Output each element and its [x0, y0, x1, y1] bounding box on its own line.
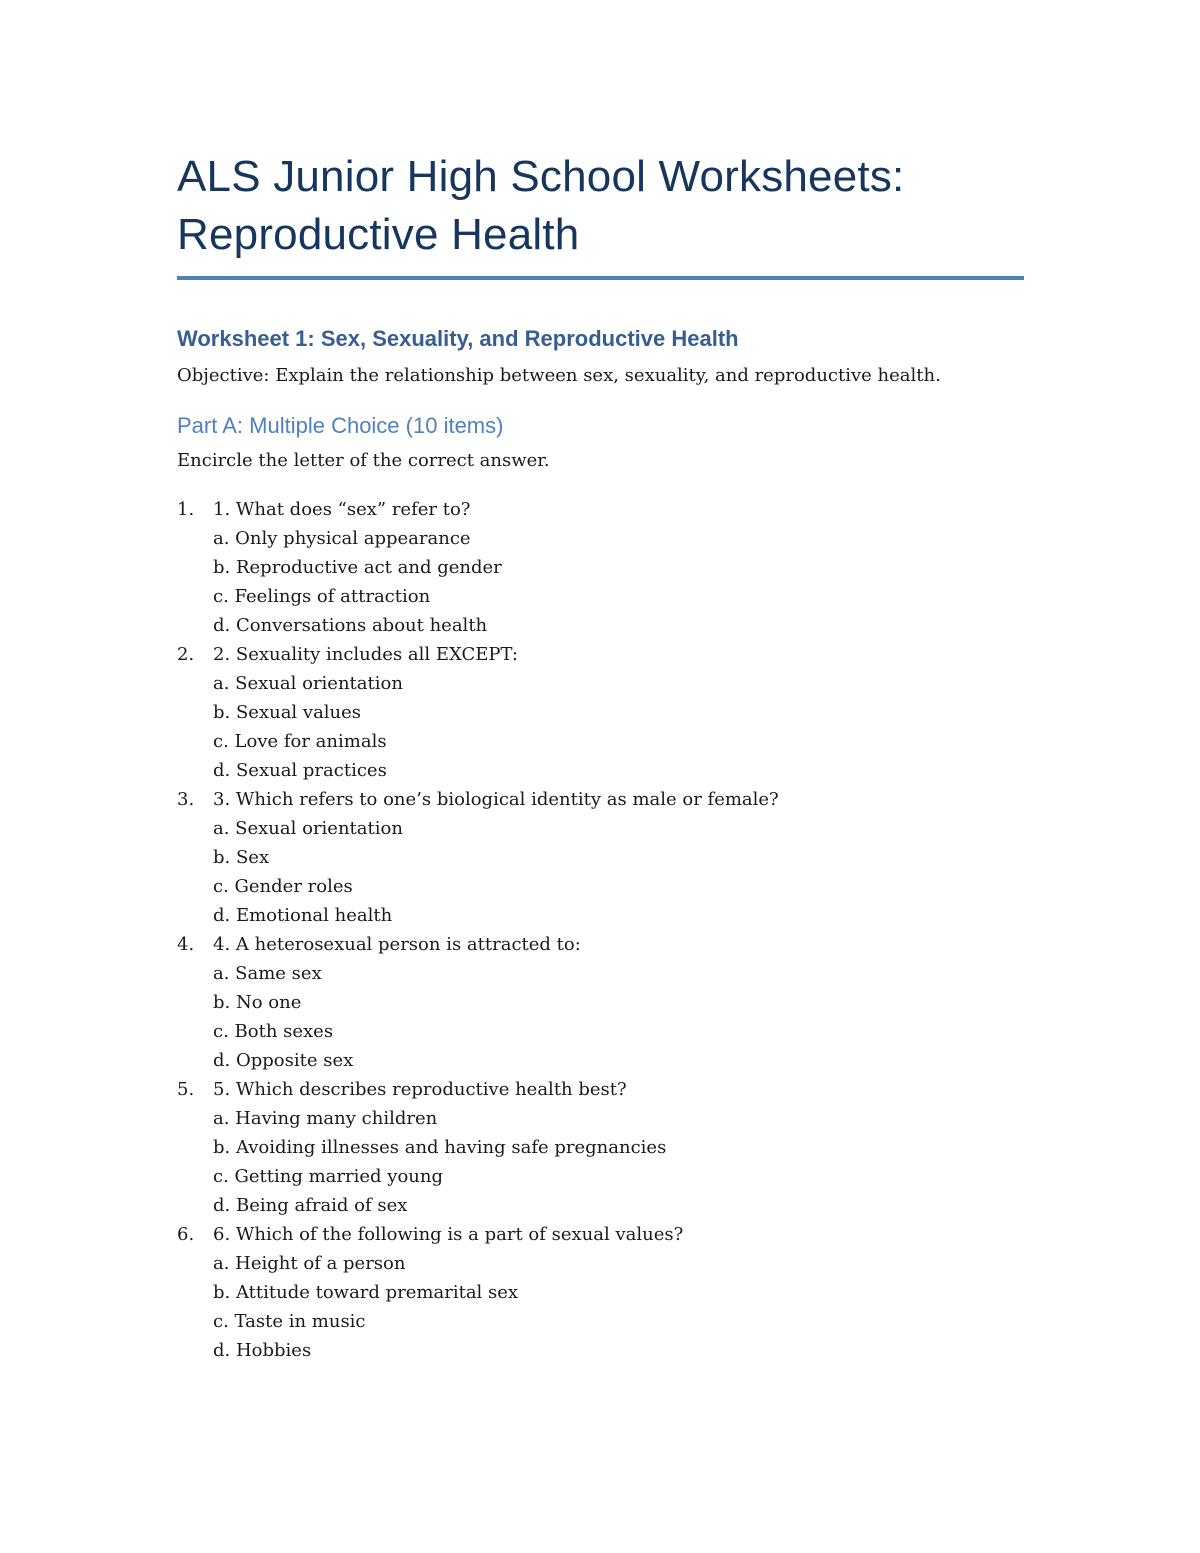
choice-b: b. Avoiding illnesses and having safe pregnancies: [213, 1137, 667, 1158]
choice-c: c. Gender roles: [213, 876, 353, 897]
question-text: 5. Which describes reproductive health best?: [213, 1079, 627, 1100]
choice-d: d. Conversations about health: [213, 615, 488, 636]
worksheet-heading: Worksheet 1: Sex, Sexuality, and Reproductive Health: [177, 326, 739, 351]
question-number: 2.: [177, 644, 195, 665]
choice-d: d. Opposite sex: [213, 1050, 354, 1071]
choice-a: a. Only physical appearance: [213, 528, 471, 549]
choice-a: a. Height of a person: [213, 1253, 406, 1274]
choice-b: b. Reproductive act and gender: [213, 557, 502, 578]
choice-c: c. Both sexes: [213, 1021, 334, 1042]
choice-c: c. Taste in music: [213, 1311, 366, 1332]
question-item: [177, 1075, 779, 1220]
document-title: [177, 148, 1024, 264]
question-text: 1. What does “sex” refer to?: [213, 499, 471, 520]
choice-d: d. Emotional health: [213, 905, 393, 926]
document-page: [177, 148, 1024, 1361]
choice-d: d. Sexual practices: [213, 760, 387, 781]
question-text: 2. Sexuality includes all EXCEPT:: [213, 644, 518, 665]
question-item: [177, 785, 779, 930]
question-number: 5.: [177, 1079, 195, 1100]
question-text: 6. Which of the following is a part of sexual values?: [213, 1224, 684, 1245]
question-item: [177, 930, 779, 1075]
document-title-line-2: Reproductive Health: [177, 210, 580, 259]
instructions-text: Encircle the letter of the correct answer.: [177, 450, 550, 471]
question-number: 3.: [177, 789, 195, 810]
question-item: [177, 495, 779, 640]
objective-text: Objective: Explain the relationship between sex, sexuality, and reproductive health.: [177, 365, 941, 386]
choice-c: c. Getting married young: [213, 1166, 443, 1187]
choice-d: d. Hobbies: [213, 1340, 312, 1361]
choice-b: b. Sexual values: [213, 702, 362, 723]
choice-b: b. Sex: [213, 847, 270, 868]
part-a-heading: Part A: Multiple Choice (10 items): [177, 413, 504, 438]
question-number: 6.: [177, 1224, 195, 1245]
choice-d: d. Being afraid of sex: [213, 1195, 408, 1216]
question-item: [177, 640, 779, 785]
choice-b: b. Attitude toward premarital sex: [213, 1282, 519, 1303]
choice-a: a. Having many children: [213, 1108, 438, 1129]
choice-c: c. Love for animals: [213, 731, 387, 752]
question-text: 4. A heterosexual person is attracted to:: [213, 934, 581, 955]
choice-a: a. Sexual orientation: [213, 818, 403, 839]
document-title-line-1: ALS Junior High School Worksheets:: [177, 152, 905, 201]
question-number: 1.: [177, 499, 195, 520]
choice-a: a. Sexual orientation: [213, 673, 403, 694]
question-item: [177, 1220, 779, 1365]
question-text: 3. Which refers to one’s biological identity as male or female?: [213, 789, 779, 810]
question-list: [177, 495, 779, 1365]
question-number: 4.: [177, 934, 195, 955]
choice-a: a. Same sex: [213, 963, 322, 984]
choice-b: b. No one: [213, 992, 302, 1013]
title-underline: [177, 276, 1024, 280]
choice-c: c. Feelings of attraction: [213, 586, 431, 607]
